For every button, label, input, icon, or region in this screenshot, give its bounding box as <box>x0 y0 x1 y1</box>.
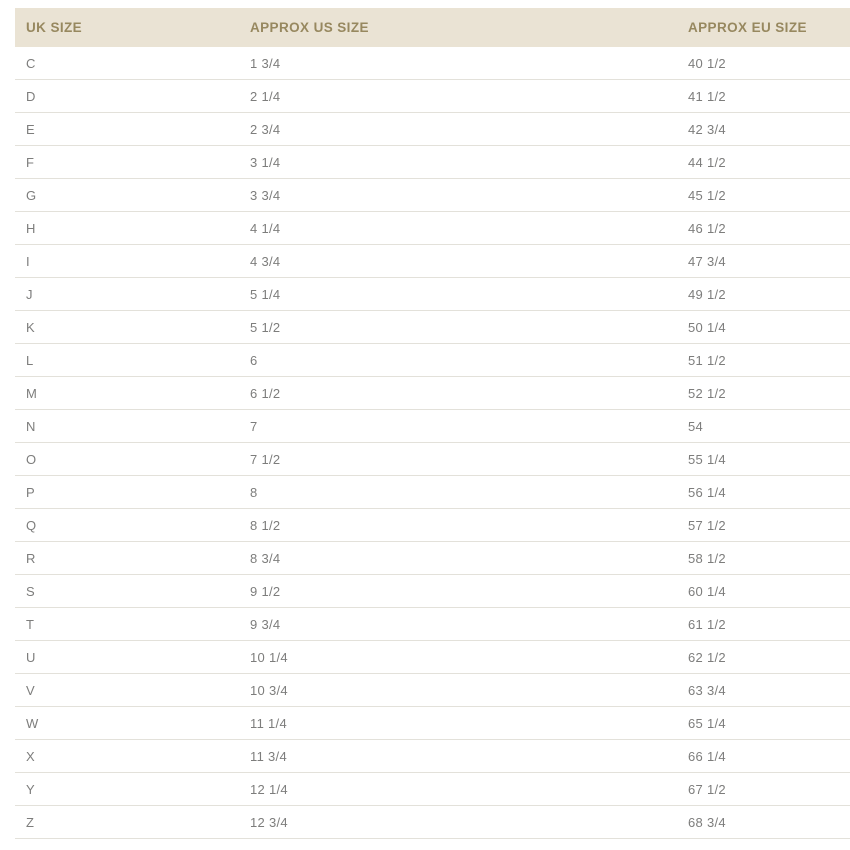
eu-size-value: 66 1/4 <box>688 748 726 764</box>
table-row <box>15 806 850 839</box>
us-size-value: 8 1/2 <box>250 517 281 533</box>
eu-size-value: 68 3/4 <box>688 814 726 830</box>
us-size-value: 11 1/4 <box>250 715 287 731</box>
us-size-value: 3 1/4 <box>250 154 281 170</box>
eu-size-value: 51 1/2 <box>688 352 726 368</box>
eu-size-value: 56 1/4 <box>688 484 726 500</box>
table-row <box>15 179 850 212</box>
eu-size-value: 49 1/2 <box>688 286 726 302</box>
eu-size-value: 54 <box>688 418 704 434</box>
uk-size-value: W <box>26 715 39 731</box>
table-row <box>15 707 850 740</box>
uk-size-value: T <box>26 616 35 632</box>
table-header-row <box>15 8 850 47</box>
table-row <box>15 542 850 575</box>
eu-size-value: 40 1/2 <box>688 55 726 71</box>
us-size-value: 6 <box>250 352 258 368</box>
uk-size-value: Z <box>26 814 35 830</box>
table-row <box>15 245 850 278</box>
uk-size-value: U <box>26 649 36 665</box>
uk-size-value: X <box>26 748 35 764</box>
table-row <box>15 476 850 509</box>
us-size-value: 4 3/4 <box>250 253 281 269</box>
eu-size-value: 67 1/2 <box>688 781 726 797</box>
table-row <box>15 410 850 443</box>
uk-size-value: N <box>26 418 36 434</box>
us-size-value: 9 3/4 <box>250 616 281 632</box>
us-size-value: 7 1/2 <box>250 451 281 467</box>
us-size-value: 3 3/4 <box>250 187 281 203</box>
eu-size-value: 62 1/2 <box>688 649 726 665</box>
eu-size-value: 47 3/4 <box>688 253 726 269</box>
us-size-value: 1 3/4 <box>250 55 281 71</box>
us-size-value: 6 1/2 <box>250 385 281 401</box>
ring-size-conversion-table <box>15 8 850 839</box>
uk-size-value: C <box>26 55 36 71</box>
table-row <box>15 146 850 179</box>
column-header-approx-eu-size: APPROX EU SIZE <box>688 20 807 35</box>
eu-size-value: 63 3/4 <box>688 682 726 698</box>
eu-size-value: 57 1/2 <box>688 517 726 533</box>
uk-size-value: R <box>26 550 36 566</box>
eu-size-value: 55 1/4 <box>688 451 726 467</box>
table-row <box>15 740 850 773</box>
eu-size-value: 45 1/2 <box>688 187 726 203</box>
us-size-value: 5 1/2 <box>250 319 281 335</box>
uk-size-value: M <box>26 385 38 401</box>
us-size-value: 8 <box>250 484 258 500</box>
uk-size-value: G <box>26 187 37 203</box>
table-row <box>15 575 850 608</box>
eu-size-value: 46 1/2 <box>688 220 726 236</box>
us-size-value: 8 3/4 <box>250 550 281 566</box>
us-size-value: 9 1/2 <box>250 583 281 599</box>
table-row <box>15 443 850 476</box>
us-size-value: 7 <box>250 418 258 434</box>
uk-size-value: F <box>26 154 35 170</box>
table-row <box>15 344 850 377</box>
uk-size-value: Q <box>26 517 37 533</box>
table-row <box>15 608 850 641</box>
eu-size-value: 44 1/2 <box>688 154 726 170</box>
us-size-value: 10 1/4 <box>250 649 288 665</box>
us-size-value: 5 1/4 <box>250 286 281 302</box>
us-size-value: 2 3/4 <box>250 121 281 137</box>
table-body <box>15 47 850 839</box>
uk-size-value: K <box>26 319 35 335</box>
table-row <box>15 278 850 311</box>
table-row <box>15 80 850 113</box>
table-row <box>15 773 850 806</box>
eu-size-value: 58 1/2 <box>688 550 726 566</box>
table-row <box>15 47 850 80</box>
us-size-value: 4 1/4 <box>250 220 281 236</box>
eu-size-value: 61 1/2 <box>688 616 726 632</box>
table-row <box>15 377 850 410</box>
eu-size-value: 42 3/4 <box>688 121 726 137</box>
eu-size-value: 60 1/4 <box>688 583 726 599</box>
uk-size-value: P <box>26 484 35 500</box>
us-size-value: 10 3/4 <box>250 682 288 698</box>
column-header-approx-us-size: APPROX US SIZE <box>250 20 369 35</box>
uk-size-value: I <box>26 253 30 269</box>
uk-size-value: L <box>26 352 34 368</box>
table-row <box>15 113 850 146</box>
uk-size-value: H <box>26 220 36 236</box>
uk-size-value: O <box>26 451 37 467</box>
eu-size-value: 41 1/2 <box>688 88 726 104</box>
column-header-uk-size: UK SIZE <box>26 20 83 35</box>
us-size-value: 2 1/4 <box>250 88 281 104</box>
uk-size-value: E <box>26 121 35 137</box>
table-row <box>15 311 850 344</box>
eu-size-value: 50 1/4 <box>688 319 726 335</box>
uk-size-value: D <box>26 88 36 104</box>
us-size-value: 12 1/4 <box>250 781 288 797</box>
uk-size-value: J <box>26 286 33 302</box>
eu-size-value: 52 1/2 <box>688 385 726 401</box>
table-row <box>15 212 850 245</box>
uk-size-value: Y <box>26 781 35 797</box>
uk-size-value: V <box>26 682 35 698</box>
eu-size-value: 65 1/4 <box>688 715 726 731</box>
table-row <box>15 674 850 707</box>
table-row <box>15 641 850 674</box>
us-size-value: 11 3/4 <box>250 748 287 764</box>
us-size-value: 12 3/4 <box>250 814 288 830</box>
uk-size-value: S <box>26 583 35 599</box>
table-row <box>15 509 850 542</box>
